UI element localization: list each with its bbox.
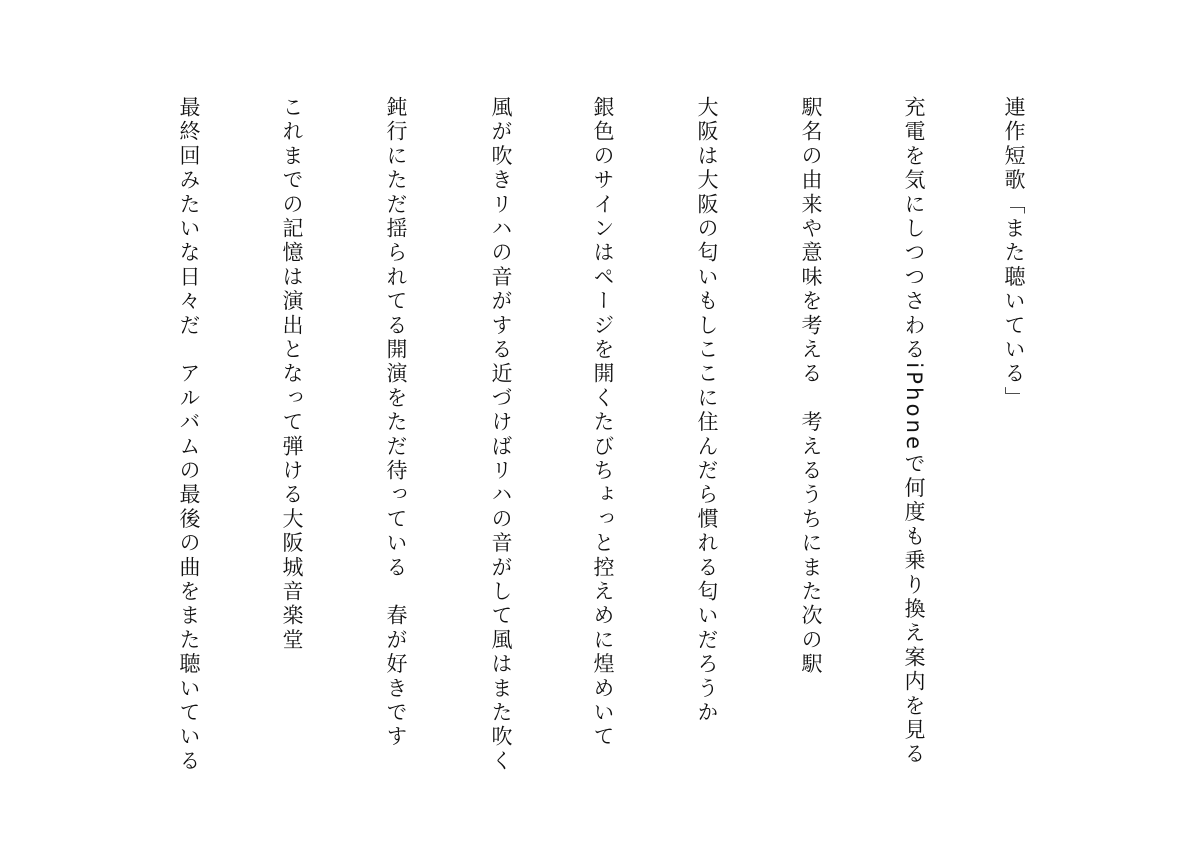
tanka-poem-4: 銀色のサインはページを開くたびちょっと控えめに煌めいて: [591, 96, 615, 750]
tanka-poem-5: 風が吹きリハの音がする近づけばリハの音がして風はまた吹く: [489, 96, 513, 774]
tanka-poem-1: 充電を気にしつつさわるiPhoneで何度も乗り換え案内を見る: [902, 96, 926, 767]
tanka-poem-2: 駅名の由来や意味を考える 考えるうちにまた次の駅: [799, 96, 823, 677]
document-title: 連作短歌「また聴いている」: [1002, 96, 1026, 411]
tanka-poem-6: 鈍行にただ揺られてる開演をただ待っている 春が好きです: [384, 96, 408, 750]
tanka-poem-3: 大阪は大阪の匂いもしここに住んだら慣れる匂いだろうか: [695, 96, 719, 726]
tanka-poem-7: これまでの記憶は演出となって弾ける大阪城音楽堂: [280, 96, 304, 653]
tanka-poem-8: 最終回みたいな日々だ アルバムの最後の曲をまた聴いている: [177, 96, 201, 774]
